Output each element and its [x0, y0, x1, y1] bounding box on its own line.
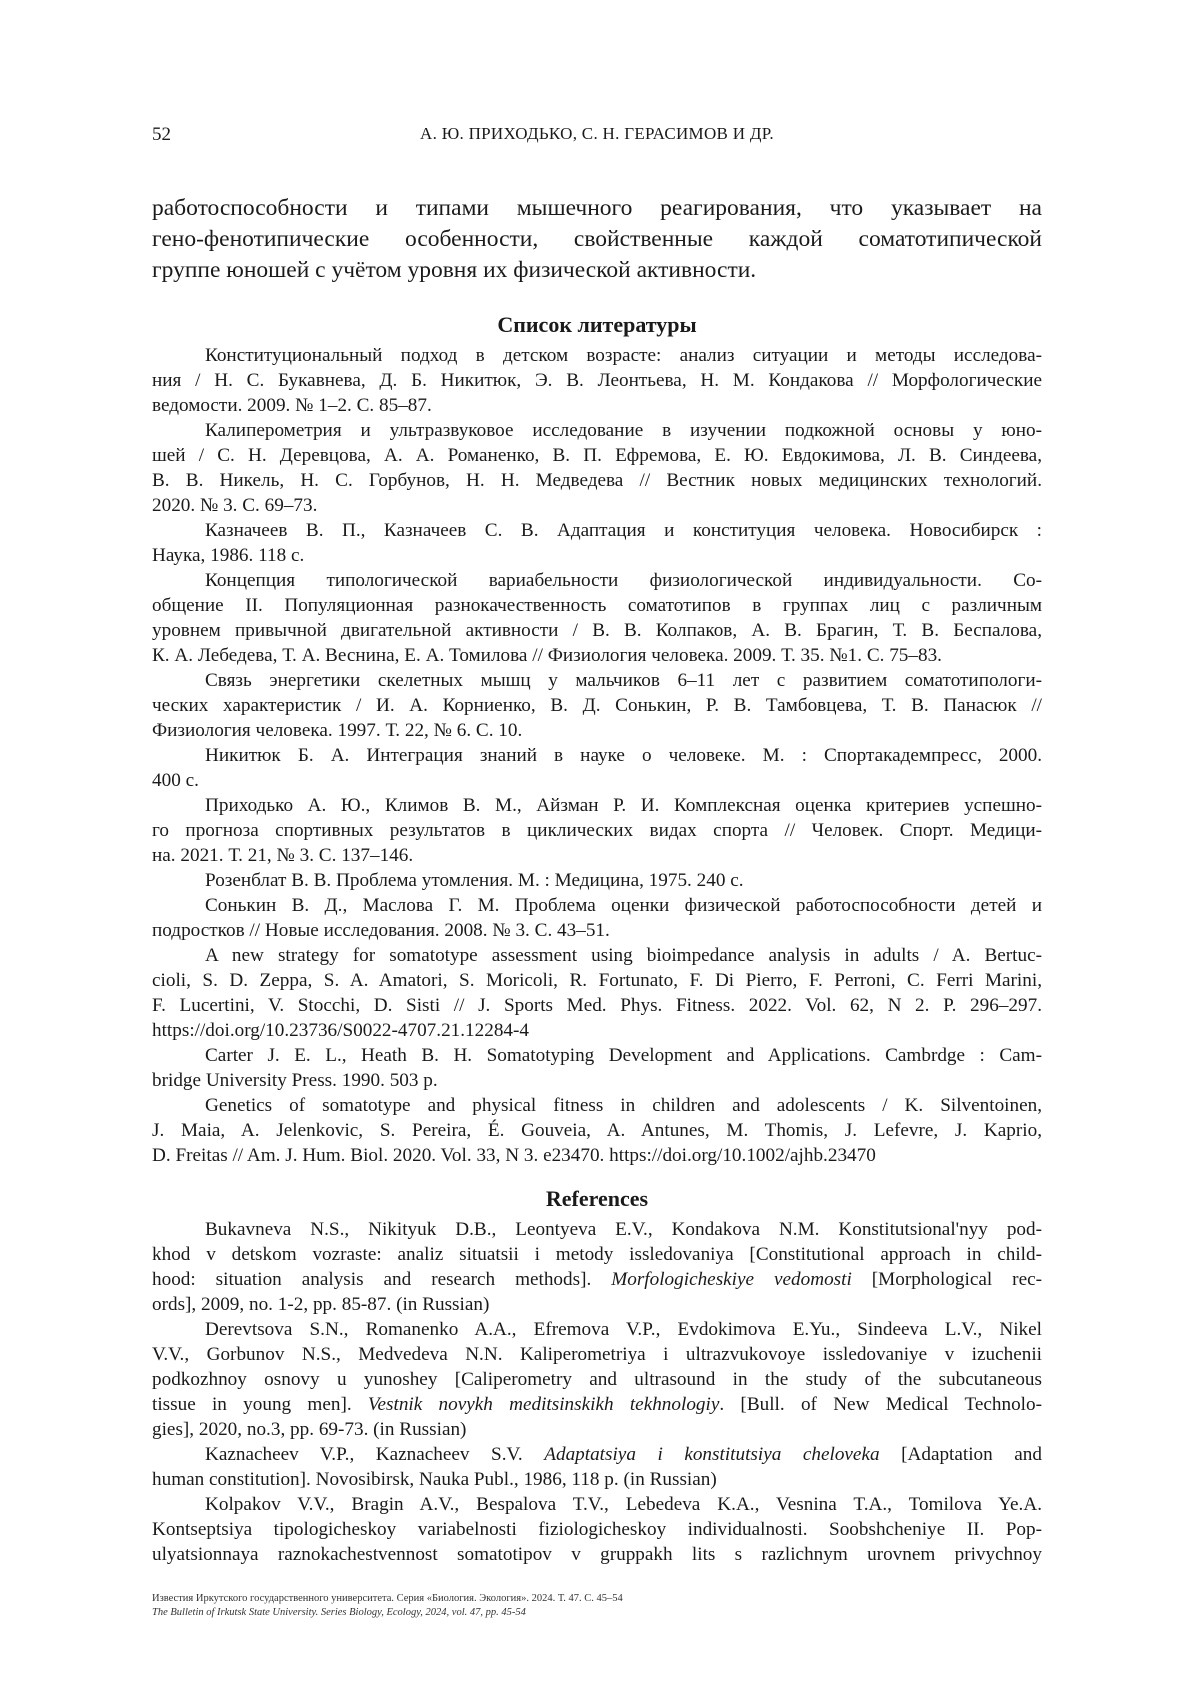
reference-line — [152, 1467, 1042, 1492]
reference-line: 2020. № 3. С. 69–73. — [152, 495, 318, 516]
journal-title: Adaptatsiya i konstitutsiya cheloveka — [544, 1444, 880, 1465]
reference-line: общение II. Популяционная разнокачественность соматотипов в группах лиц с различным — [152, 595, 1042, 616]
reference-list-title: Список литературы — [497, 312, 697, 337]
reference-line: ния / Н. С. Букавнева, Д. Б. Никитюк, Э. В. Леонтьева, Н. М. Кондакова // Морфологические — [152, 370, 1042, 391]
reference-line: ведомости. 2009. № 1–2. С. 85–87. — [152, 395, 432, 416]
reference-text: gies], 2020, no.3, pp. 69-73. (in Russian) — [152, 1419, 467, 1440]
page-number: 52 — [152, 124, 171, 145]
reference-line — [152, 1392, 1042, 1417]
reference-list-russian — [152, 310, 1042, 1168]
reference-line: шей / С. Н. Деревцова, А. А. Романенко, В. П. Ефремова, Е. Ю. Евдокимова, Л. В. Синдеева, — [152, 445, 1042, 466]
reference-line: cioli, S. D. Zeppa, S. A. Amatori, S. Moricoli, R. Fortunato, F. Di Pierro, F. Perroni, C. Ferri Marini, — [152, 970, 1042, 991]
reference-text: hood: situation analysis and research methods]. — [152, 1269, 612, 1290]
reference-item — [152, 343, 1042, 418]
reference-line: Сонькин В. Д., Маслова Г. М. Проблема оценки физической работоспособности детей и — [205, 895, 1042, 916]
reference-line: F. Lucertini, V. Stocchi, D. Sisti // J. Sports Med. Phys. Fitness. 2022. Vol. 62, N 2. P. 296–297. — [152, 995, 1042, 1016]
reference-text: podkozhnoy osnovy u yunoshey [Caliperometry and ultrasound in the study of the subcutaneous — [152, 1369, 1042, 1390]
intro-line: гено-фенотипические особенности, свойственные каждой соматотипической — [152, 226, 1042, 252]
reference-text: ulyatsionnaya raznokachestvennost somatotipov v gruppakh lits s razlichnym urovnem privychnoy — [152, 1544, 1042, 1565]
reference-line — [152, 1217, 1042, 1242]
reference-text: human constitution]. Novosibirsk, Nauka Publ., 1986, 118 p. (in Russian) — [152, 1469, 717, 1490]
reference-line: Genetics of somatotype and physical fitness in children and adolescents / K. Silventoinen, — [205, 1095, 1042, 1116]
reference-text: Kontseptsiya tipologicheskoy variabelnosti fiziologicheskoy individualnosti. Soobshcheniye II. Pop- — [152, 1519, 1042, 1540]
reference-list-english — [152, 1184, 1042, 1567]
reference-text: [Adaptation and — [879, 1444, 1042, 1465]
reference-text: Kolpakov V.V., Bragin A.V., Bespalova T.V., Lebedeva K.A., Vesnina T.A., Tomilova Ye.A. — [205, 1494, 1042, 1515]
reference-item — [152, 793, 1042, 868]
reference-item — [152, 1093, 1042, 1168]
reference-line — [152, 1267, 1042, 1292]
reference-text: [Morphological rec- — [851, 1269, 1042, 1290]
reference-item — [152, 1217, 1042, 1317]
reference-item — [152, 1492, 1042, 1567]
reference-line: Никитюк Б. А. Интеграция знаний в науке о человеке. М. : Спортакадемпресс, 2000. — [205, 745, 1042, 766]
reference-line: Carter J. E. L., Heath B. H. Somatotyping Development and Applications. Cambrdge : Cam- — [205, 1045, 1042, 1066]
reference-line — [152, 1317, 1042, 1342]
intro-line: группе юношей с учётом уровня их физической активности. — [152, 257, 757, 283]
reference-line: https://doi.org/10.23736/S0022-4707.21.12284-4 — [152, 1020, 530, 1041]
reference-line — [152, 1367, 1042, 1392]
reference-line: J. Maia, A. Jelenkovic, S. Pereira, É. Gouveia, A. Antunes, M. Thomis, J. Lefevre, J. Kaprio, — [152, 1120, 1042, 1141]
reference-text: ords], 2009, no. 1-2, pp. 85-87. (in Russian) — [152, 1294, 490, 1315]
reference-item — [152, 1043, 1042, 1093]
reference-item — [152, 668, 1042, 743]
reference-line: A new strategy for somatotype assessment using bioimpedance analysis in adults / A. Bertuc- — [205, 945, 1042, 966]
reference-item — [152, 893, 1042, 943]
references-title: References — [545, 1186, 649, 1211]
reference-line: Физиология человека. 1997. Т. 22, № 6. С. 10. — [152, 720, 523, 741]
footer-journal-ru: Известия Иркутского государственного университета. Серия «Биология. Экология». 2024. Т. 47. С. 45–54 — [152, 1593, 623, 1604]
reference-line — [152, 1517, 1042, 1542]
reference-line: Наука, 1986. 118 с. — [152, 545, 305, 566]
reference-line: Концепция типологической вариабельности физиологической индивидуальности. Со- — [205, 570, 1042, 591]
reference-item — [152, 868, 1042, 893]
reference-line — [152, 1542, 1042, 1567]
reference-line: ческих характеристик / И. А. Корниенко, В. Д. Сонькин, Р. В. Тамбовцева, Т. В. Панасюк // — [152, 695, 1042, 716]
reference-line: К. А. Лебедева, Т. А. Веснина, Е. А. Томилова // Физиология человека. 2009. Т. 35. №1. С. 75–83. — [152, 645, 942, 666]
reference-item — [152, 1442, 1042, 1492]
reference-text: V.V., Gorbunov N.S., Medvedeva N.N. Kaliperometriya i ultrazvukovoye issledovaniye v izuchenii — [152, 1344, 1042, 1365]
intro-line: работоспособности и типами мышечного реагирования, что указывает на — [152, 195, 1042, 221]
reference-line: Приходько А. Ю., Климов В. М., Айзман Р. И. Комплексная оценка критериев успешно- — [205, 795, 1042, 816]
reference-text: Derevtsova S.N., Romanenko A.A., Efremova V.P., Evdokimova E.Yu., Sindeeva L.V., Nikel — [205, 1319, 1042, 1340]
reference-line: уровнем привычной двигательной активности / В. В. Колпаков, А. В. Брагин, Т. В. Беспалова, — [152, 620, 1042, 641]
reference-line: Казначеев В. П., Казначеев С. В. Адаптация и конституция человека. Новосибирск : — [205, 520, 1042, 541]
reference-text: khod v detskom vozraste: analiz situatsii i metody issledovaniya [Constitutional approach in child- — [152, 1244, 1042, 1265]
reference-line: D. Freitas // Am. J. Hum. Biol. 2020. Vol. 33, N 3. e23470. https://doi.org/10.1002/ajhb.23470 — [152, 1145, 876, 1166]
reference-line: Связь энергетики скелетных мышц у мальчиков 6–11 лет с развитием соматотипологи- — [205, 670, 1042, 691]
reference-item — [152, 518, 1042, 568]
reference-text: Bukavneva N.S., Nikityuk D.B., Leontyeva E.V., Kondakova N.M. Konstitutsional'nyy pod- — [205, 1219, 1042, 1240]
reference-line — [152, 1492, 1042, 1517]
reference-items — [152, 1217, 1042, 1567]
reference-text: Kaznacheev V.P., Kaznacheev S.V. — [205, 1444, 545, 1465]
reference-line: подростков // Новые исследования. 2008. № 3. С. 43–51. — [152, 920, 610, 941]
reference-line: Конституциональный подход в детском возрасте: анализ ситуации и методы исследова- — [205, 345, 1042, 366]
page-footer — [152, 1592, 1042, 1620]
reference-text: . [Bull. of New Medical Technolo- — [719, 1394, 1042, 1415]
reference-item — [152, 943, 1042, 1043]
reference-items — [152, 343, 1042, 1168]
running-head-authors: А. Ю. ПРИХОДЬКО, С. Н. ГЕРАСИМОВ И ДР. — [420, 124, 774, 143]
journal-title: Morfologicheskiye vedomosti — [611, 1269, 852, 1290]
reference-line: Калиперометрия и ультразвуковое исследование в изучении подкожной основы у юно- — [205, 420, 1042, 441]
reference-item — [152, 743, 1042, 793]
reference-item — [152, 418, 1042, 518]
reference-text: tissue in young men]. — [152, 1394, 368, 1415]
reference-line: Розенблат В. В. Проблема утомления. М. : Медицина, 1975. 240 с. — [205, 870, 744, 891]
reference-line — [152, 1417, 1042, 1442]
reference-line — [152, 1342, 1042, 1367]
reference-line: 400 с. — [152, 770, 199, 791]
reference-item — [152, 568, 1042, 668]
journal-title: Vestnik novykh meditsinskikh tekhnologiy — [367, 1394, 720, 1415]
reference-item — [152, 1317, 1042, 1442]
reference-line — [152, 1292, 1042, 1317]
reference-line: го прогноза спортивных результатов в циклических видах спорта // Человек. Спорт. Медици- — [152, 820, 1042, 841]
footer-journal-en: The Bulletin of Irkutsk State University. Series Biology, Ecology, 2024, vol. 47, pp. 45-54 — [152, 1607, 526, 1618]
intro-paragraph — [152, 193, 1042, 286]
reference-line — [152, 1242, 1042, 1267]
reference-line: В. В. Никель, Н. С. Горбунов, Н. Н. Медведева // Вестник новых медицинских технологий. — [152, 470, 1042, 491]
reference-line — [152, 1442, 1042, 1467]
reference-line: bridge University Press. 1990. 503 p. — [152, 1070, 438, 1091]
reference-line: на. 2021. Т. 21, № 3. С. 137–146. — [152, 845, 414, 866]
page-header — [152, 124, 1042, 150]
